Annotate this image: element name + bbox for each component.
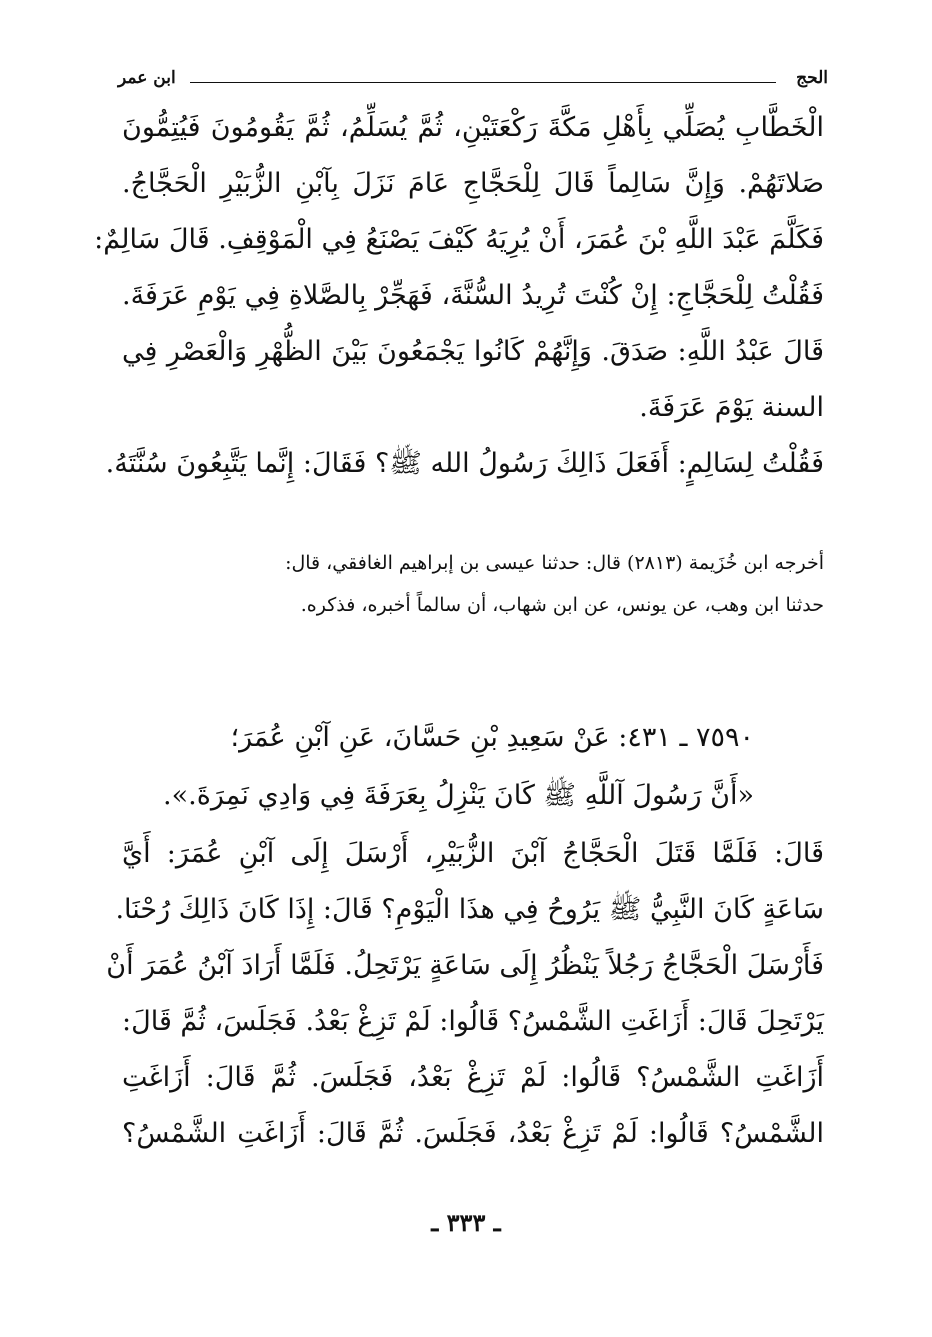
hadith-text: «أَنَّ رَسُولَ آللَّهِ ﷺ كَانَ يَنْزِلُ بِعَرَفَةَ فِي وَادِي نَمِرَةَ.». [163, 780, 754, 811]
page-number: ـ ٣٣٣ ـ [431, 1208, 501, 1237]
chapter-title: الحج [796, 68, 828, 88]
text-line: الشَّمْسُ؟ قَالُوا: لَمْ تَزِغْ بَعْدُ، فَجَلَسَ. ثُمَّ قَالَ: أَزَاغَتِ الشَّمْسُ؟ [122, 1118, 824, 1149]
text-line: أَزَاغَتِ الشَّمْسُ؟ قَالُوا: لَمْ تَزِغْ بَعْدُ، فَجَلَسَ. ثُمَّ قَالَ: أَزَاغَتِ [122, 1062, 824, 1093]
text-line: السنة يَوْمَ عَرَفَةَ. [639, 392, 824, 423]
running-header [118, 68, 828, 94]
text-line: يَرْتَحِلَ قَالَ: أَزَاغَتِ الشَّمْسُ؟ قَالُوا: لَمْ تَزِغْ بَعْدُ. فَجَلَسَ، ثُمَّ قَالَ: [122, 1006, 824, 1037]
hadith-heading: ٧٥٩٠ ـ ٤٣١: عَنْ سَعِيدِ بْنِ حَسَّانَ، عَنِ آبْنِ عُمَرَ؛ [230, 722, 754, 753]
footnote-line: حدثنا ابن وهب، عن يونس، عن ابن شهاب، أن سالماً أخبره، فذكره. [300, 594, 824, 616]
text-line: فَكَلَّمَ عَبْدَ اللَّهِ بْنَ عُمَرَ، أَنْ يُرِيَهُ كَيْفَ يَصْنَعُ فِي الْمَوْقِفِ. قَالَ سَالِمٌ: [94, 224, 824, 255]
footnote-line: أخرجه ابن خُزَيمة (٢٨١٣) قال: حدثنا عيسى بن إبراهيم الغافقي، قال: [285, 552, 824, 574]
narrator-title: ابن عمر [118, 68, 176, 88]
text-line: فَقُلْتُ لِلْحَجَّاجِ: إِنْ كُنْتَ تُرِيدُ السُّنَّةَ، فَهَجِّرْ بِالصَّلاةِ فِي يَوْمِ عَرَفَةَ. [122, 280, 824, 311]
text-line: قَالَ: فَلَمَّا قَتَلَ الْحَجَّاجُ آبْنَ الزُّبَيْرِ، أَرْسَلَ إِلَى آبْنِ عُمَرَ: أَيَّ [122, 838, 824, 869]
text-line: فَأَرْسَلَ الْحَجَّاجُ رَجُلاً يَنْظُرُ إِلَى سَاعَةٍ يَرْتَحِلُ. فَلَمَّا أَرَادَ آبْنُ عُمَرَ أَنْ [106, 950, 824, 981]
text-line: قَالَ عَبْدُ اللَّهِ: صَدَقَ. وَإِنَّهُمْ كَانُوا يَجْمَعُونَ بَيْنَ الظُّهْرِ وَالْعَصْرِ فِي [122, 336, 824, 367]
header-rule [190, 82, 776, 83]
text-line: فَقُلْتُ لِسَالِمٍ: أَفَعَلَ ذَالِكَ رَسُولُ الله ﷺ؟ فَقَالَ: إِنَّما يَتَّبِعُونَ سُنَّتَهُ. [105, 448, 824, 479]
text-line: صَلاتَهُمْ. وَإِنَّ سَالِماً قَالَ لِلْحَجَّاجِ عَامَ نَزَلَ بِآبْنِ الزُّبَيْرِ الْحَجَّاجُ. [122, 168, 824, 199]
text-line: الْخَطَّابِ يُصَلِّي بِأَهْلِ مَكَّةَ رَكْعَتَيْنِ، ثُمَّ يُسَلِّمُ، ثُمَّ يَقُومُونَ فَيُتِمُّونَ [122, 112, 824, 143]
text-line: سَاعَةٍ كَانَ النَّبِيُّ ﷺ يَرُوحُ فِي هذَا الْيَوْمِ؟ قَالَ: إِذَا كَانَ ذَالِكَ رُحْنَا. [115, 894, 824, 925]
